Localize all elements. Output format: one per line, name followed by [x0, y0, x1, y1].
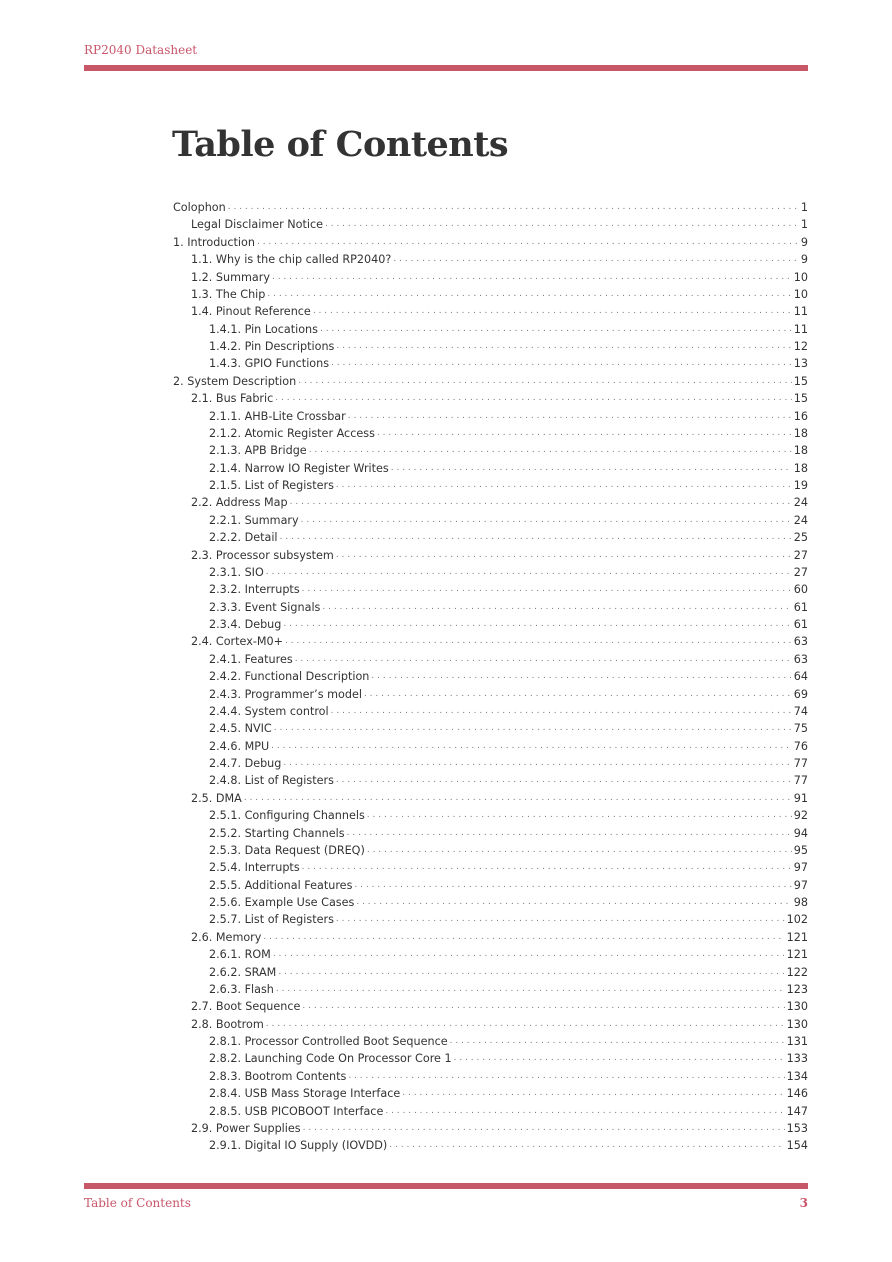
toc-entry-page[interactable]: 61 — [793, 600, 808, 614]
toc-entry[interactable] — [173, 964, 808, 981]
toc-entry[interactable] — [173, 616, 808, 633]
toc-entry-title[interactable]: 2.5.6. Example Use Cases — [209, 896, 355, 909]
leader-dots — [325, 216, 799, 233]
leader-dots — [336, 772, 792, 789]
toc-entry[interactable] — [173, 877, 808, 894]
toc-entry-page[interactable]: 69 — [793, 687, 808, 701]
leader-dots — [348, 1068, 784, 1085]
toc-entry-title[interactable]: 2.5.3. Data Request (DREQ) — [209, 843, 365, 857]
leader-dots — [389, 1137, 784, 1154]
toc-entry[interactable] — [173, 651, 808, 668]
toc-entry-page[interactable]: 24 — [793, 513, 808, 527]
leader-dots — [371, 668, 791, 685]
leader-dots — [303, 1120, 785, 1137]
toc-entry[interactable] — [173, 303, 808, 320]
header-rule — [84, 65, 808, 71]
toc-entry-page[interactable]: 1 — [800, 218, 808, 232]
leader-dots — [402, 1085, 784, 1102]
toc-entry-title[interactable]: 1.1. Why is the chip called RP2040? — [191, 253, 392, 267]
leader-dots — [280, 529, 792, 546]
toc-entry-title[interactable]: 1.4.2. Pin Descriptions — [209, 340, 335, 353]
leader-dots — [367, 842, 792, 859]
toc-entry[interactable] — [173, 373, 808, 390]
toc-entry-title[interactable]: 1.3. The Chip — [191, 287, 266, 301]
leader-dots — [367, 807, 792, 824]
leader-dots — [274, 720, 792, 737]
toc-entry[interactable] — [173, 442, 808, 459]
toc-entry-title[interactable]: 1. Introduction — [173, 235, 255, 249]
toc-entry-page[interactable]: 121 — [786, 948, 808, 962]
toc-entry[interactable] — [173, 581, 808, 598]
toc-entry-title[interactable]: 2.5.2. Starting Channels — [209, 826, 345, 840]
toc-entry-page[interactable]: 74 — [793, 704, 808, 718]
toc-entry[interactable] — [173, 234, 808, 251]
leader-dots — [298, 373, 792, 390]
toc-entry-title[interactable]: 2.3. Processor subsystem — [191, 548, 334, 562]
toc-entry-title[interactable]: 2.4.3. Programmer’s model — [209, 687, 362, 701]
toc-entry[interactable] — [173, 1050, 808, 1067]
toc-entry-page[interactable]: 91 — [793, 791, 808, 805]
toc-entry[interactable] — [173, 633, 808, 650]
toc-entry[interactable] — [173, 355, 808, 372]
toc-entry-page[interactable]: 147 — [786, 1104, 808, 1118]
toc-entry[interactable] — [173, 703, 808, 720]
toc-entry-page[interactable]: 9 — [800, 235, 808, 249]
toc-entry-title[interactable]: Legal Disclaimer Notice — [191, 218, 323, 232]
toc-entry-page[interactable]: 77 — [793, 774, 808, 788]
toc-entry-page[interactable]: 64 — [793, 670, 808, 684]
toc-entry-title[interactable]: 2.8.3. Bootrom Contents — [209, 1069, 347, 1083]
toc-entry[interactable] — [173, 807, 808, 824]
toc-entry-page[interactable]: 25 — [793, 531, 808, 545]
page-number: 3 — [799, 1196, 808, 1210]
toc-entry-title[interactable]: 2.8.2. Launching Code On Processor Core 1 — [209, 1052, 452, 1066]
toc-entry-page[interactable]: 131 — [786, 1035, 808, 1048]
toc-entry-title[interactable]: 2.9.1. Digital IO Supply (IOVDD) — [209, 1139, 388, 1153]
leader-dots — [285, 633, 792, 650]
toc-entry[interactable] — [173, 390, 808, 407]
toc-entry[interactable] — [173, 1120, 808, 1137]
toc-entry[interactable] — [173, 720, 808, 737]
leader-dots — [347, 825, 792, 842]
toc-entry-title[interactable]: 2.4.6. MPU — [209, 739, 270, 753]
toc-entry-title[interactable]: 2.5. DMA — [191, 791, 242, 805]
toc-entry[interactable] — [173, 859, 808, 876]
toc-entry-title[interactable]: 2.7. Boot Sequence — [191, 1000, 301, 1014]
toc-entry-title[interactable]: 2.5.1. Configuring Channels — [209, 809, 365, 823]
toc-entry-page[interactable]: 98 — [793, 896, 808, 909]
toc-entry[interactable] — [173, 599, 808, 616]
toc-entry-title[interactable]: 2.5.5. Additional Features — [209, 878, 353, 892]
leader-dots — [450, 1033, 785, 1050]
toc-entry[interactable] — [173, 512, 808, 529]
toc-entry-page[interactable]: 97 — [793, 861, 808, 875]
leader-dots — [295, 651, 792, 668]
toc-entry[interactable] — [173, 564, 808, 581]
leader-dots — [283, 755, 791, 772]
table-of-contents — [173, 199, 808, 1155]
toc-entry-page[interactable]: 27 — [793, 565, 808, 579]
toc-entry[interactable] — [173, 998, 808, 1015]
toc-entry-title[interactable]: 2.6.1. ROM — [209, 948, 271, 962]
toc-entry-page[interactable]: 75 — [793, 722, 808, 736]
leader-dots — [263, 929, 784, 946]
toc-entry[interactable] — [173, 772, 808, 789]
toc-entry-page[interactable]: 27 — [793, 548, 808, 562]
leader-dots — [276, 981, 785, 998]
toc-entry-title[interactable]: 2.5.7. List of Registers — [209, 913, 334, 927]
toc-entry[interactable] — [173, 338, 808, 355]
toc-entry-page[interactable]: 92 — [793, 809, 808, 823]
toc-entry-page[interactable]: 61 — [793, 618, 808, 631]
toc-entry-page[interactable]: 18 — [793, 461, 808, 475]
toc-entry[interactable] — [173, 216, 808, 233]
toc-entry-page[interactable]: 97 — [793, 878, 808, 892]
toc-entry-title[interactable]: 2.1.3. APB Bridge — [209, 444, 307, 458]
leader-dots — [331, 703, 792, 720]
toc-entry[interactable] — [173, 1103, 808, 1120]
leader-dots — [454, 1050, 785, 1067]
toc-entry[interactable] — [173, 911, 808, 928]
leader-dots — [302, 581, 792, 598]
toc-entry-title[interactable]: 2.4.1. Features — [209, 652, 293, 666]
toc-entry-title[interactable]: 2.8.4. USB Mass Storage Interface — [209, 1087, 401, 1101]
toc-entry-page[interactable]: 76 — [793, 739, 808, 753]
leader-dots — [391, 460, 792, 477]
toc-entry[interactable] — [173, 825, 808, 842]
toc-entry[interactable] — [173, 1033, 808, 1050]
toc-entry[interactable] — [173, 251, 808, 268]
toc-entry-page[interactable]: 130 — [786, 1000, 808, 1014]
leader-dots — [322, 599, 791, 616]
toc-entry-title[interactable]: 2.3.1. SIO — [209, 565, 264, 579]
toc-entry[interactable] — [173, 686, 808, 703]
toc-entry[interactable] — [173, 547, 808, 564]
toc-entry[interactable] — [173, 494, 808, 511]
toc-entry-title[interactable]: 2.8.5. USB PICOBOOT Interface — [209, 1104, 384, 1118]
toc-entry[interactable] — [173, 929, 808, 946]
toc-entry-title[interactable]: 1.4. Pinout Reference — [191, 305, 311, 319]
leader-dots — [271, 738, 792, 755]
toc-entry-title[interactable]: 2.1.1. AHB-Lite Crossbar — [209, 409, 346, 423]
leader-dots — [348, 408, 792, 425]
leader-dots — [336, 911, 785, 928]
leader-dots — [336, 338, 791, 355]
toc-entry-page[interactable]: 60 — [793, 583, 808, 597]
toc-entry-page[interactable]: 95 — [793, 843, 808, 857]
footer-section: Table of Contents — [84, 1196, 191, 1210]
toc-entry-page[interactable]: 94 — [793, 826, 808, 840]
toc-entry-page[interactable]: 121 — [786, 930, 808, 944]
toc-entry-page[interactable]: 18 — [793, 444, 808, 458]
leader-dots — [309, 442, 792, 459]
toc-entry[interactable] — [173, 199, 808, 216]
toc-entry-page[interactable]: 13 — [793, 357, 808, 371]
toc-entry-title[interactable]: 1.4.1. Pin Locations — [209, 322, 318, 336]
leader-dots — [302, 998, 784, 1015]
leader-dots — [320, 321, 792, 338]
leader-dots — [266, 564, 792, 581]
leader-dots — [393, 251, 799, 268]
toc-entry-page[interactable]: 1 — [800, 201, 808, 214]
toc-entry-title[interactable]: 2.3.2. Interrupts — [209, 583, 300, 597]
page-title: Table of Contents — [172, 124, 509, 165]
toc-entry[interactable] — [173, 269, 808, 286]
toc-entry[interactable] — [173, 425, 808, 442]
toc-entry-title[interactable]: 2. System Description — [173, 374, 297, 388]
toc-entry[interactable] — [173, 668, 808, 685]
toc-entry-page[interactable]: 133 — [786, 1052, 808, 1066]
leader-dots — [336, 477, 792, 494]
leader-dots — [301, 512, 792, 529]
leader-dots — [228, 199, 799, 216]
toc-entry[interactable] — [173, 460, 808, 477]
toc-entry-page[interactable]: 11 — [793, 322, 808, 336]
toc-entry-title[interactable]: 2.3.4. Debug — [209, 618, 282, 631]
leader-dots — [272, 269, 792, 286]
toc-entry-page[interactable]: 134 — [786, 1069, 808, 1083]
toc-entry-title[interactable]: 2.2. Address Map — [191, 496, 288, 510]
toc-entry-title[interactable]: 2.4. Cortex-M0+ — [191, 635, 284, 649]
leader-dots — [302, 859, 792, 876]
toc-entry-title[interactable]: 2.4.2. Functional Description — [209, 670, 370, 684]
leader-dots — [290, 494, 792, 511]
toc-entry[interactable] — [173, 981, 808, 998]
running-header: RP2040 Datasheet — [84, 43, 198, 57]
toc-entry-page[interactable]: 10 — [793, 287, 808, 301]
toc-entry-title[interactable]: 2.3.3. Event Signals — [209, 600, 321, 614]
toc-entry-title[interactable]: 2.4.8. List of Registers — [209, 774, 334, 788]
toc-entry-page[interactable]: 63 — [793, 652, 808, 666]
toc-entry-page[interactable]: 16 — [793, 409, 808, 423]
toc-entry-title[interactable]: 2.1.5. List of Registers — [209, 479, 334, 492]
toc-entry-title[interactable]: 2.4.4. System control — [209, 704, 329, 718]
leader-dots — [336, 547, 792, 564]
leader-dots — [283, 616, 791, 633]
toc-entry-page[interactable]: 122 — [786, 965, 808, 979]
leader-dots — [257, 234, 799, 251]
toc-entry-page[interactable]: 11 — [793, 305, 808, 319]
toc-entry-title[interactable]: 2.4.7. Debug — [209, 757, 282, 770]
toc-entry-title[interactable]: 2.6.3. Flash — [209, 982, 274, 996]
leader-dots — [354, 877, 791, 894]
toc-entry-page[interactable]: 146 — [786, 1087, 808, 1101]
toc-entry[interactable] — [173, 755, 808, 772]
toc-entry-page[interactable]: 24 — [793, 496, 808, 510]
leader-dots — [244, 790, 792, 807]
toc-entry-title[interactable]: 2.8. Bootrom — [191, 1017, 264, 1031]
toc-entry-page[interactable]: 153 — [786, 1121, 808, 1135]
footer-rule — [84, 1183, 808, 1189]
toc-entry-page[interactable]: 130 — [786, 1017, 808, 1031]
toc-entry[interactable] — [173, 1016, 808, 1033]
toc-entry[interactable] — [173, 477, 808, 494]
leader-dots — [267, 286, 791, 303]
toc-entry-page[interactable]: 123 — [786, 982, 808, 996]
leader-dots — [364, 686, 792, 703]
leader-dots — [275, 390, 791, 407]
toc-entry-title[interactable]: 2.1.4. Narrow IO Register Writes — [209, 461, 389, 475]
toc-entry[interactable] — [173, 738, 808, 755]
toc-entry[interactable] — [173, 286, 808, 303]
toc-entry-title[interactable]: 1.2. Summary — [191, 270, 270, 284]
toc-entry-title[interactable]: 2.6.2. SRAM — [209, 965, 277, 979]
toc-entry[interactable] — [173, 1068, 808, 1085]
toc-entry-title[interactable]: 1.4.3. GPIO Functions — [209, 357, 330, 371]
toc-entry[interactable] — [173, 946, 808, 963]
toc-entry-page[interactable]: 19 — [793, 479, 808, 492]
leader-dots — [266, 1016, 785, 1033]
toc-entry-page[interactable]: 15 — [793, 392, 808, 406]
toc-entry[interactable] — [173, 408, 808, 425]
toc-entry-page[interactable]: 10 — [793, 270, 808, 284]
toc-entry-page[interactable]: 102 — [786, 913, 808, 927]
toc-entry-page[interactable]: 63 — [793, 635, 808, 649]
toc-entry-page[interactable]: 154 — [786, 1139, 808, 1153]
leader-dots — [356, 894, 791, 911]
leader-dots — [385, 1103, 784, 1120]
toc-entry-title[interactable]: 2.8.1. Processor Controlled Boot Sequence — [209, 1035, 448, 1048]
toc-entry[interactable] — [173, 1085, 808, 1102]
toc-entry-page[interactable]: 9 — [800, 253, 808, 267]
leader-dots — [278, 964, 784, 981]
toc-entry-title[interactable]: 2.1.2. Atomic Register Access — [209, 426, 375, 440]
toc-entry-title[interactable]: 2.4.5. NVIC — [209, 722, 272, 736]
leader-dots — [331, 355, 792, 372]
leader-dots — [377, 425, 792, 442]
toc-entry-page[interactable]: 12 — [793, 340, 808, 353]
toc-entry[interactable] — [173, 529, 808, 546]
toc-entry-title[interactable]: 2.5.4. Interrupts — [209, 861, 300, 875]
toc-entry-title[interactable]: 2.1. Bus Fabric — [191, 392, 274, 406]
toc-entry[interactable] — [173, 894, 808, 911]
toc-entry-title[interactable]: 2.6. Memory — [191, 930, 262, 944]
toc-entry[interactable] — [173, 1137, 808, 1154]
toc-entry[interactable] — [173, 790, 808, 807]
toc-entry[interactable] — [173, 321, 808, 338]
toc-entry-page[interactable]: 77 — [793, 757, 808, 770]
toc-entry-title[interactable]: Colophon — [173, 201, 226, 214]
leader-dots — [313, 303, 792, 320]
toc-entry-page[interactable]: 15 — [793, 374, 808, 388]
toc-entry-title[interactable]: 2.2.2. Detail — [209, 531, 278, 545]
leader-dots — [273, 946, 785, 963]
toc-entry-title[interactable]: 2.9. Power Supplies — [191, 1121, 301, 1135]
toc-entry-title[interactable]: 2.2.1. Summary — [209, 513, 299, 527]
toc-entry[interactable] — [173, 842, 808, 859]
toc-entry-page[interactable]: 18 — [793, 426, 808, 440]
